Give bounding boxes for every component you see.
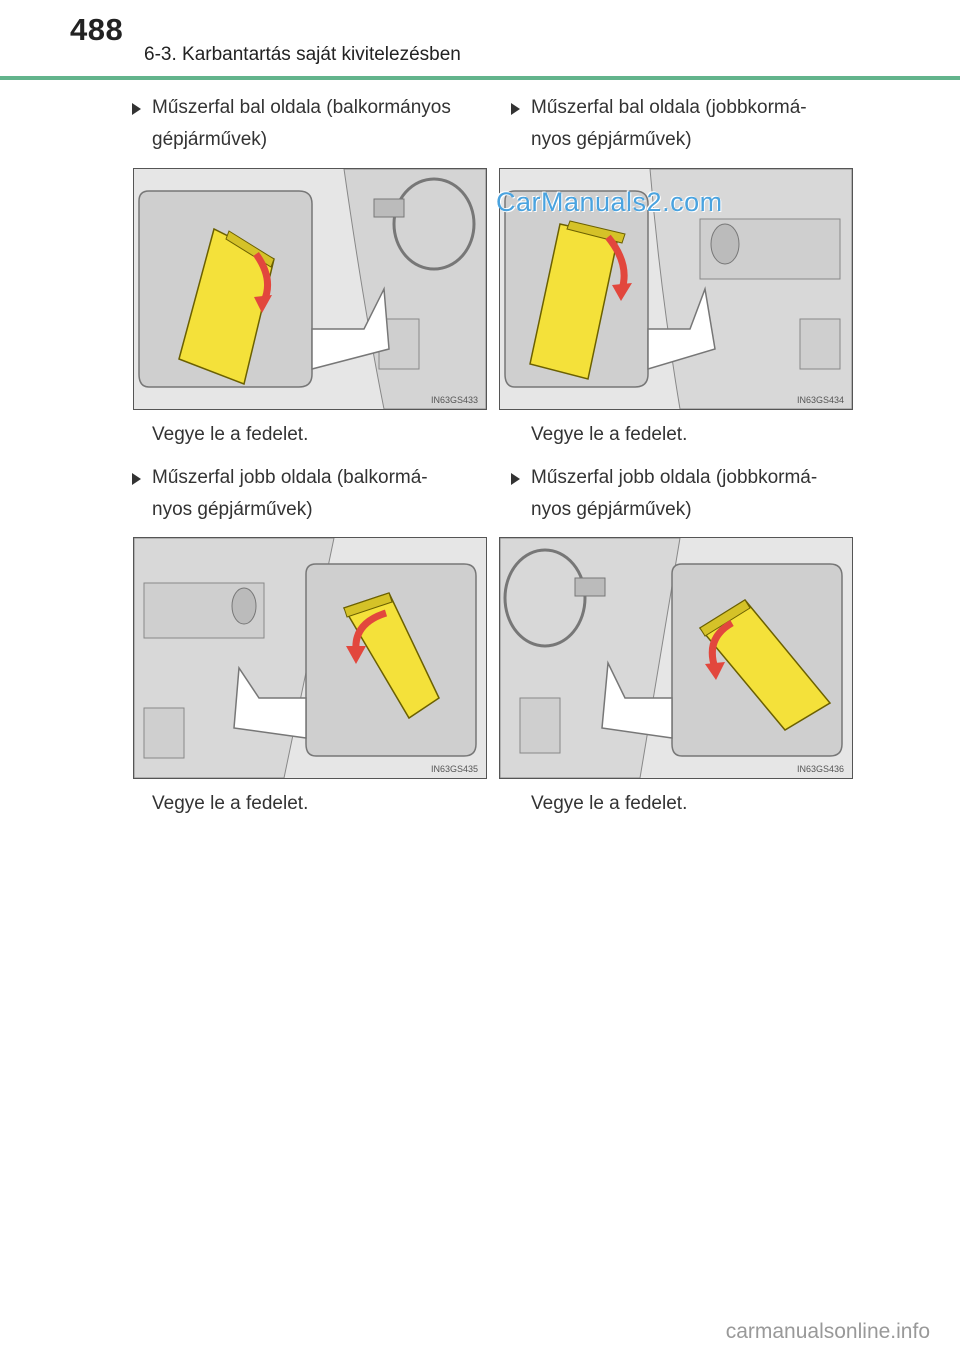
bullet-triangle-icon	[132, 103, 141, 115]
item-heading-line2: nyos gépjárművek)	[531, 499, 692, 520]
section-title: 6-3. Karbantartás saját kivitelezésben	[144, 44, 461, 65]
bullet-triangle-icon	[511, 473, 520, 485]
figure-right-dash-rhd	[499, 537, 853, 779]
item-heading-line2: gépjárművek)	[152, 129, 268, 150]
page-number: 488	[70, 12, 124, 47]
list-item	[152, 92, 451, 156]
figure-caption: Vegye le a fedelet.	[152, 424, 309, 445]
figure-code: IN63GS433	[430, 395, 478, 405]
page-header	[0, 0, 960, 80]
figure-code: IN63GS434	[796, 395, 844, 405]
footer-watermark: carmanualsonline.info	[725, 1320, 930, 1343]
item-heading-line2: nyos gépjárművek)	[531, 129, 692, 150]
item-heading-line1: Műszerfal jobb oldala (balkormá-	[152, 467, 428, 488]
item-heading-line1: Műszerfal bal oldala (balkormányos	[152, 97, 451, 118]
list-item	[152, 462, 428, 526]
item-heading-line2: nyos gépjárművek)	[152, 499, 313, 520]
list-item	[531, 462, 817, 526]
figure-caption: Vegye le a fedelet.	[531, 793, 688, 814]
item-heading-line1: Műszerfal bal oldala (jobbkormá-	[531, 97, 807, 118]
figure-caption: Vegye le a fedelet.	[531, 424, 688, 445]
figure-code: IN63GS435	[430, 764, 478, 774]
bullet-triangle-icon	[132, 473, 141, 485]
watermark-logo: CarManuals2.com	[496, 187, 723, 217]
figure-left-dash-lhd	[133, 168, 487, 410]
figure-code: IN63GS436	[796, 764, 844, 774]
bullet-triangle-icon	[511, 103, 520, 115]
item-heading-line1: Műszerfal jobb oldala (jobbkormá-	[531, 467, 818, 488]
dashboard-illustration	[134, 538, 486, 778]
list-item	[531, 92, 807, 156]
figure-right-dash-lhd	[133, 537, 487, 779]
dashboard-illustration	[134, 169, 486, 409]
header-rule	[0, 76, 960, 80]
figure-caption: Vegye le a fedelet.	[152, 793, 309, 814]
dashboard-illustration	[500, 538, 852, 778]
